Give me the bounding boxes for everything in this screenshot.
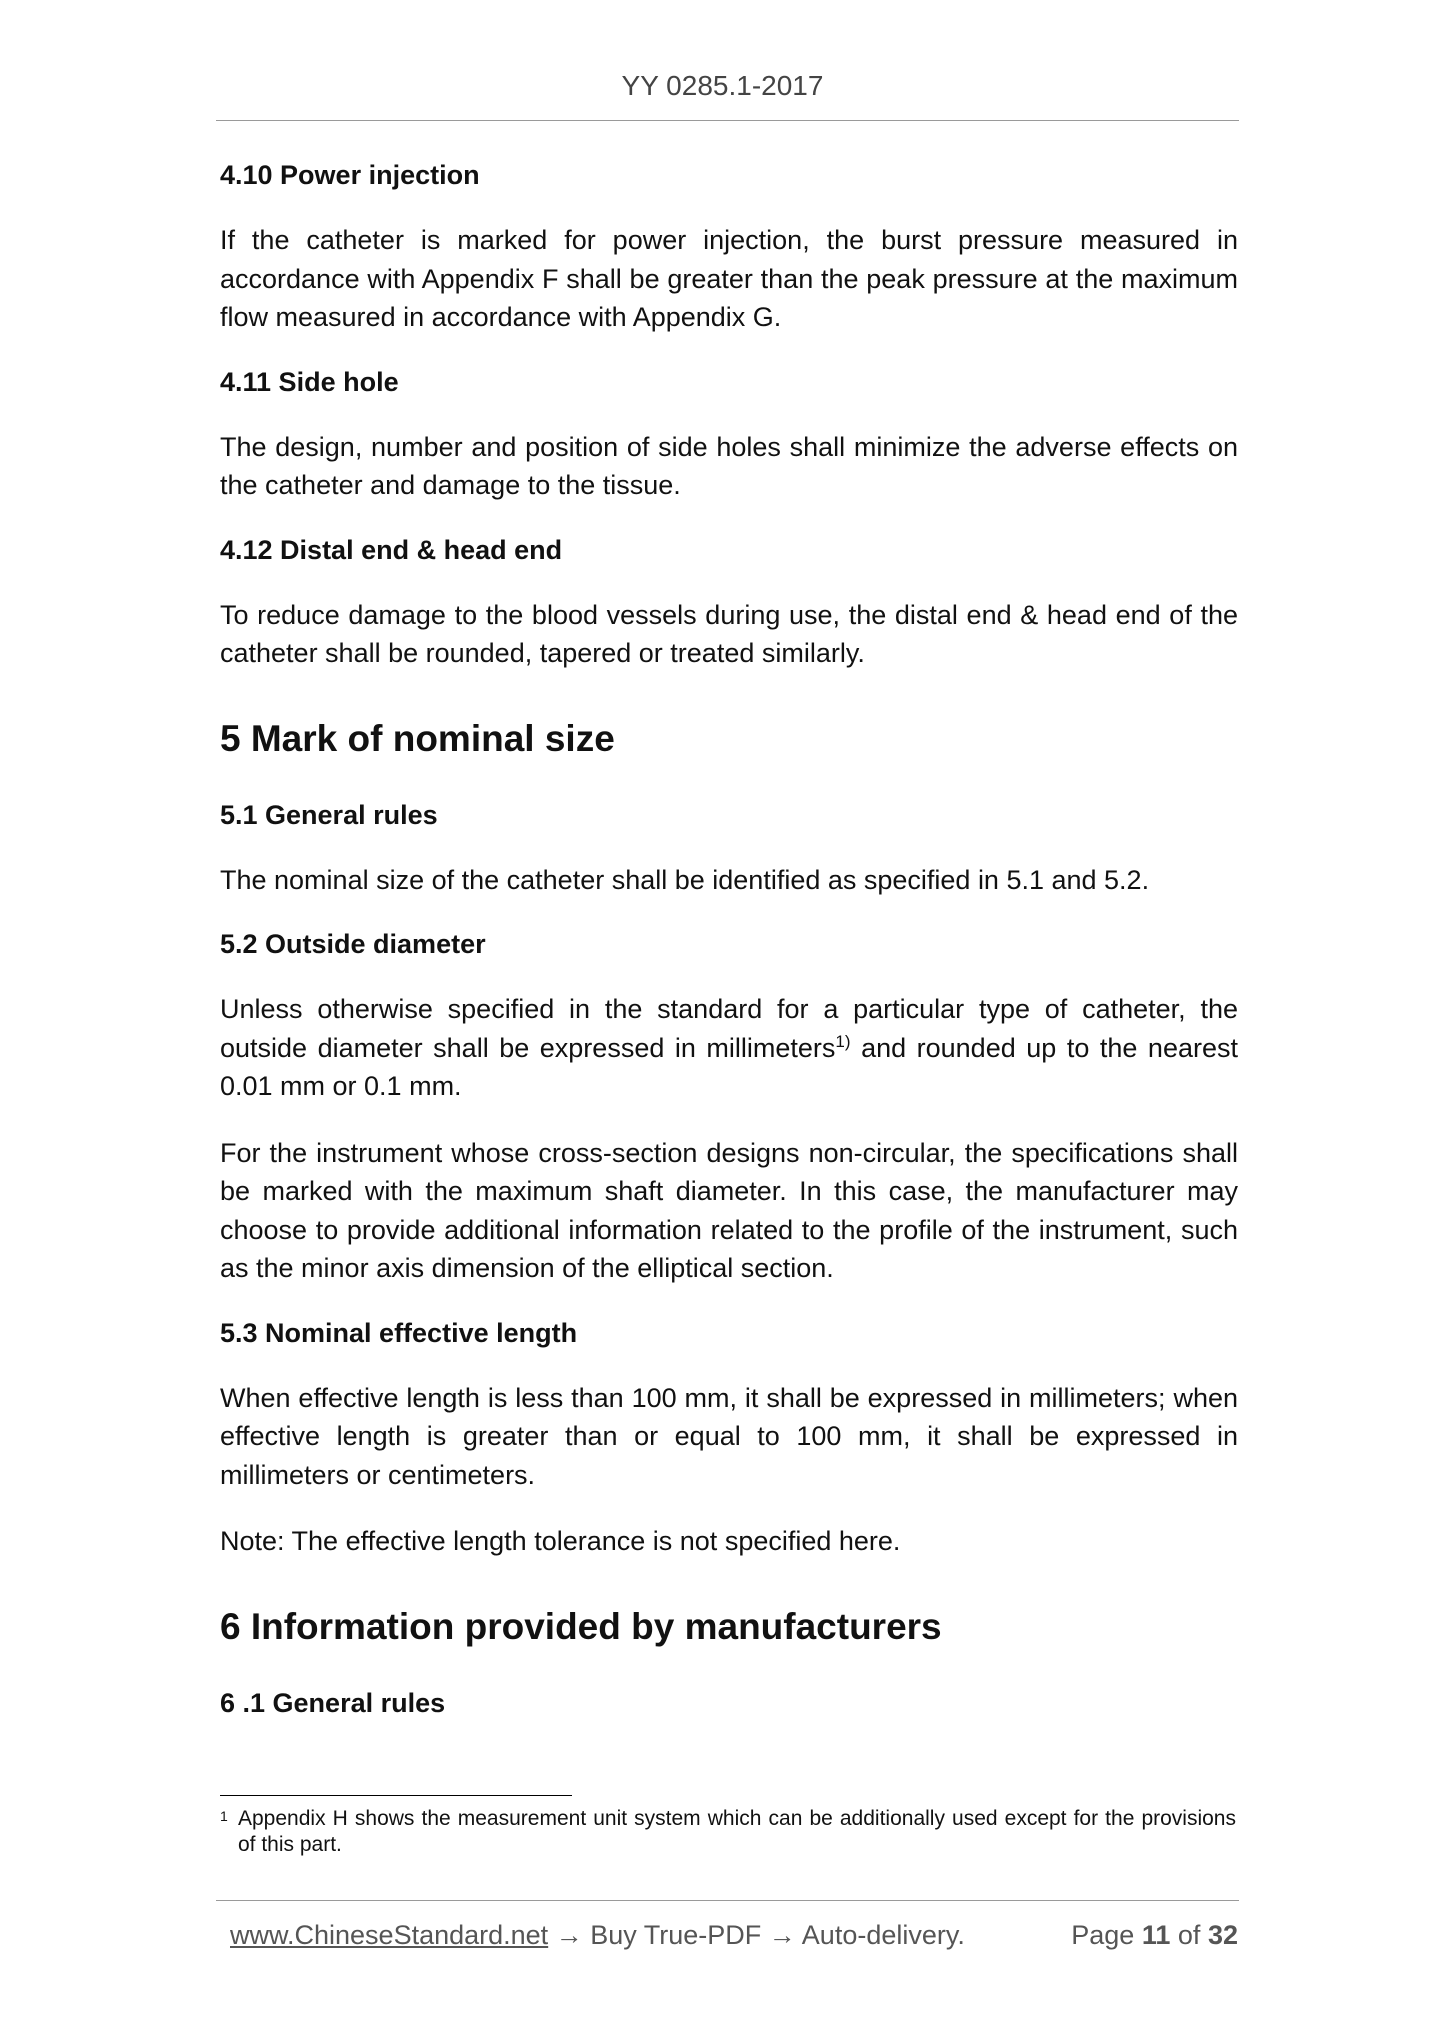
paragraph-5-2-a-text: Unless otherwise specified in the standard for a particular type of catheter, the outside diameter shall be expressed in millimeters xyxy=(220,994,1238,1063)
footer-delivery-text: Auto-delivery. xyxy=(801,1920,965,1950)
footnote-divider xyxy=(220,1795,572,1796)
paragraph-4-10: If the catheter is marked for power injection, the burst pressure measured in accordance with Appendix F shall be greater than the peak pressure at the maximum flow measured in accordance with Appendix G. xyxy=(220,225,1238,332)
heading-4-12: 4.12 Distal end & head end xyxy=(220,534,563,565)
heading-4-10: 4.10 Power injection xyxy=(220,160,480,190)
footer-buy-text: Buy True-PDF xyxy=(590,1920,762,1950)
of-label: of xyxy=(1177,1920,1201,1950)
paragraph-4-11: The design, number and position of side holes shall minimize the adverse effects on the catheter and damage to the tissue. xyxy=(220,431,1238,500)
footer-promo xyxy=(230,1918,965,1952)
note-5-3: Note: The effective length tolerance is not specified here. xyxy=(220,1526,901,1556)
heading-5-2: 5.2 Outside diameter xyxy=(220,929,486,959)
total-page-number: 32 xyxy=(1207,1920,1238,1950)
paragraph-5-1: The nominal size of the catheter shall be identified as specified in 5.1 and 5.2. xyxy=(220,864,1150,895)
paragraph-4-12: To reduce damage to the blood vessels during use, the distal end & head end of the catheter shall be rounded, tapered or treated similarly. xyxy=(220,599,1238,668)
heading-4-11: 4.11 Side hole xyxy=(220,366,399,397)
page-label: Page xyxy=(1071,1920,1135,1950)
document-id-header: YY 0285.1-2017 xyxy=(621,70,824,101)
arrow-right-icon: → xyxy=(768,1920,796,1950)
paragraph-5-2-a-text-end: and rounded up to the nearest 0.01 mm or 0.1 mm. xyxy=(220,1032,1238,1101)
paragraph-5-3: When effective length is less than 100 mm, it shall be expressed in millimeters; when effective length is greater than or equal to 100 mm, it shall be expressed in millimeters or centimeters. xyxy=(220,1382,1238,1490)
heading-5-1: 5.1 General rules xyxy=(220,799,438,830)
paragraph-5-2-a xyxy=(220,990,1238,1106)
paragraph-5-2-b: For the instrument whose cross-section designs non-circular, the specifications shall be marked with the maximum shaft diameter. In this case, the manufacturer may choose to provide additional information related to the profile of the instrument, such as the minor axis dimension of the elliptical section. xyxy=(220,1137,1238,1283)
heading-5-3: 5.3 Nominal effective length xyxy=(220,1317,578,1348)
heading-5: 5 Mark of nominal size xyxy=(220,717,615,759)
page-indicator xyxy=(1071,1918,1238,1952)
heading-6-1: 6 .1 General rules xyxy=(220,1687,446,1718)
page-content xyxy=(220,158,1238,1749)
arrow-right-icon: → xyxy=(555,1920,583,1950)
footnote-number: 1 xyxy=(220,1808,228,1824)
footer-divider xyxy=(216,1900,1239,1901)
footer-site-link[interactable]: www.ChineseStandard.net xyxy=(230,1920,549,1950)
header-divider xyxy=(216,120,1239,121)
current-page-number: 11 xyxy=(1141,1920,1171,1950)
footnote-reference: 1) xyxy=(835,1031,851,1051)
footnote-text: Appendix H shows the measurement unit system which can be additionally used except for the provisions of this part. xyxy=(238,1807,1236,1856)
footnote xyxy=(220,1806,1238,1858)
heading-6: 6 Information provided by manufacturers xyxy=(220,1605,942,1647)
